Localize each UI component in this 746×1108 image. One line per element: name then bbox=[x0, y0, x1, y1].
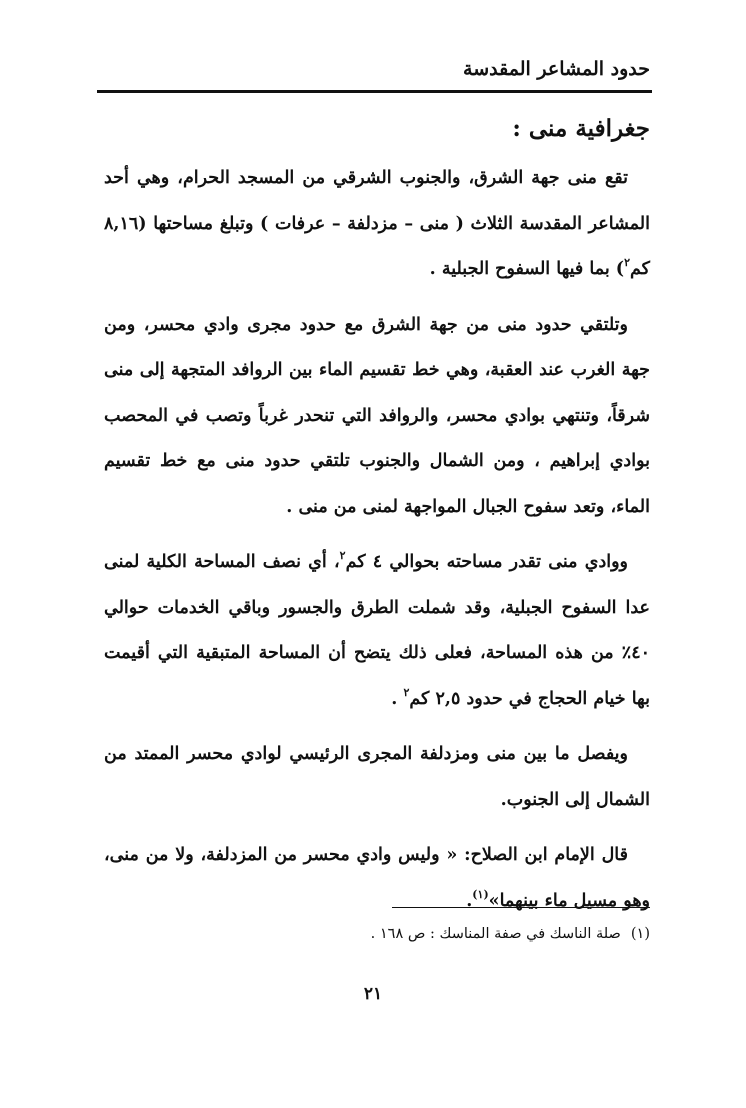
footnote-reference[interactable]: (١) bbox=[472, 887, 489, 901]
page-number: ٢١ bbox=[363, 984, 383, 1004]
paragraph-2-text: وتلتقي حدود منى من جهة الشرق مع حدود مجرى وادي محسر، ومن جهة الغرب عند العقبة، وهي خط تقسيم الماء بين الروافد المتجهة إلى منى شرقاً، وتنتهي بوادي محسر، والروافد التي تنحدر غرباً وتصب في المحصب بوادي إبراهيم ، ومن الشمال والجنوب تلتقي حدود منى مع خط تقسيم الماء، وتعد سفوح الجبال المواجهة لمنى من منى . bbox=[104, 314, 650, 517]
running-header: حدود المشاعر المقدسة bbox=[463, 58, 650, 80]
paragraph-5-text: قال الإمام ابن الصلاح: « وليس وادي محسر من المزدلفة، ولا من منى، وهو مسيل ماء بينهما» bbox=[104, 845, 650, 911]
paragraph-3-tail: ، أي نصف المساحة الكلية لمنى عدا السفوح الجبلية، وقد شملت الطرق والجسور وباقي الخدمات حوالي ٤٠٪ من هذه المساحة، فعلى ذلك يتضح أن المساحة المتبقية التي أقيمت بها خيام الحجاج في حدود ٢,٥ كم bbox=[104, 552, 650, 709]
superscript-squared: ٢ bbox=[624, 256, 631, 269]
paragraph-3-text: ووادي منى تقدر مساحته بحوالي ٤ كم bbox=[345, 552, 629, 572]
paragraph-1-tail: ) بما فيها السفوح الجبلية . bbox=[429, 259, 625, 279]
section-title: جغرافية منى : bbox=[512, 115, 650, 142]
paragraph-5 bbox=[104, 833, 650, 924]
paragraph-2 bbox=[104, 303, 650, 531]
superscript-squared: ٢ bbox=[403, 685, 410, 699]
paragraph-4-text: ويفصل ما بين منى ومزدلفة المجرى الرئيسي لوادي محسر الممتد من الشمال إلى الجنوب. bbox=[104, 744, 650, 810]
footnote-rule bbox=[392, 907, 650, 908]
paragraph-3-end: . bbox=[391, 688, 404, 709]
header-rule bbox=[97, 90, 652, 93]
paragraph-4 bbox=[104, 732, 650, 823]
superscript-squared: ٢ bbox=[339, 549, 346, 562]
paragraph-5-tail: . bbox=[466, 890, 473, 911]
footnote bbox=[90, 922, 650, 946]
paragraph-3 bbox=[104, 540, 650, 722]
paragraph-1-text: تقع منى جهة الشرق، والجنوب الشرقي من المسجد الحرام، وهي أحد المشاعر المقدسة الثلاث ( منى – مزدلفة – عرفات ) وتبلغ مساحتها (٨,١٦ كم bbox=[104, 168, 650, 279]
footnote-text: صلة الناسك في صفة المناسك : ص ١٦٨ . bbox=[370, 926, 621, 942]
paragraph-1 bbox=[104, 156, 650, 293]
body-text bbox=[104, 156, 650, 934]
footnote-marker: (١) bbox=[630, 926, 650, 942]
